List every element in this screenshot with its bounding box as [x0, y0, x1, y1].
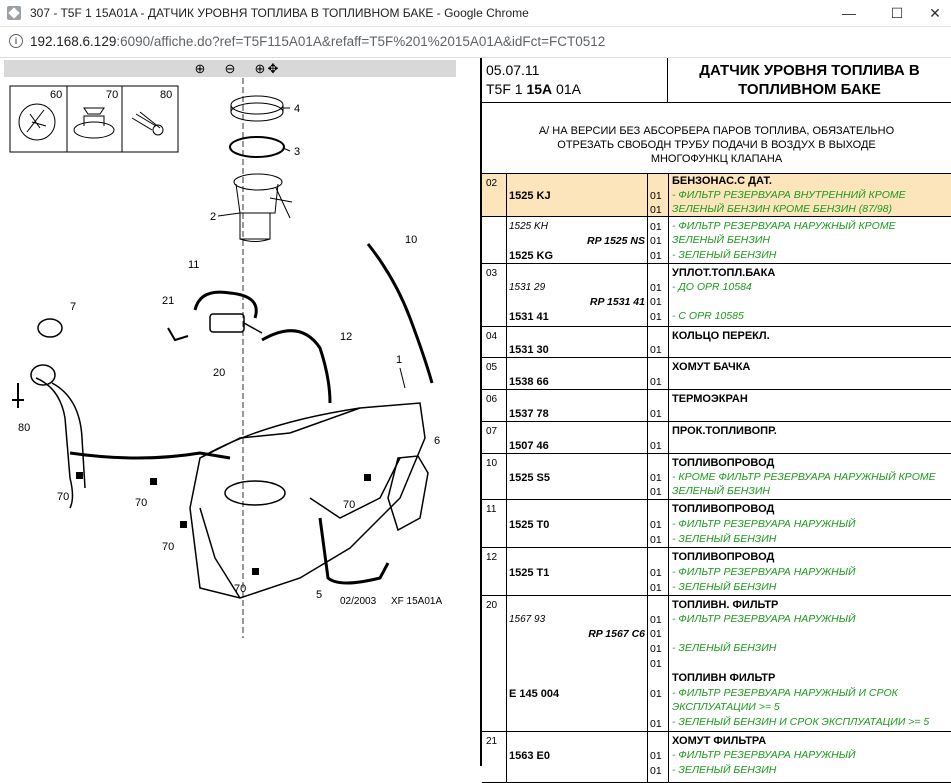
- part-condition: - ФИЛЬТР РЕЗЕРВУАРА НАРУЖНЫЙ: [672, 566, 856, 578]
- quantity-value: 01: [650, 221, 662, 233]
- table-row[interactable]: [482, 454, 951, 500]
- part-condition: ЗЕЛЕНЫЙ БЕНЗИН: [672, 234, 770, 246]
- cell-description: [669, 454, 951, 499]
- part-condition: - ЗЕЛЕНЫЙ БЕНЗИН: [672, 581, 777, 593]
- cell-description: [669, 264, 951, 326]
- cell-quantity: [648, 217, 669, 263]
- quantity-value: 01: [650, 311, 662, 323]
- cell-pos: [482, 390, 507, 421]
- cell-description: [669, 422, 951, 453]
- minimize-button[interactable]: —: [842, 5, 856, 21]
- cell-pos: [482, 500, 507, 547]
- table-row[interactable]: [482, 422, 951, 454]
- callout-80: 80: [18, 422, 31, 434]
- callout-80-box: 80: [160, 89, 173, 101]
- callout-3: 3: [294, 146, 301, 158]
- cell-reference: [507, 327, 648, 357]
- quantity-value: 01: [650, 376, 662, 388]
- cell-reference: [507, 174, 648, 216]
- cell-description: [669, 500, 951, 547]
- quantity-value: 01: [650, 567, 662, 579]
- seal-part: [230, 137, 284, 157]
- cell-pos: [482, 174, 507, 216]
- window-title: 307 - T5F 1 15A01A - ДАТЧИК УРОВНЯ ТОПЛИВА В ТОПЛИВНОМ БАКЕ - Google Chrome: [30, 6, 529, 20]
- filler-neck: [31, 319, 85, 508]
- strap-5: [320, 518, 388, 583]
- part-condition: - ФИЛЬТР РЕЗЕРВУАРА НАРУЖНЫЙ И СРОК: [672, 687, 898, 699]
- info-icon[interactable]: i: [9, 34, 23, 48]
- cell-description: [669, 217, 951, 263]
- zoom-out-icon[interactable]: ⊖: [224, 61, 236, 76]
- quantity-value: 01: [650, 440, 662, 452]
- quantity-value: 01: [650, 486, 662, 498]
- quantity-value: 01: [650, 534, 662, 546]
- code-a: T5F 1: [486, 81, 527, 97]
- quantity-value: 01: [650, 204, 662, 216]
- cell-reference: [507, 500, 648, 547]
- note-line-2: ОТРЕЗАТЬ СВОБОДН ТРУБУ ПОДАЧИ В ВОЗДУХ В ВЫХОДЕ: [557, 139, 876, 151]
- part-reference[interactable]: 1525 KH: [509, 221, 548, 232]
- url-text[interactable]: [30, 34, 605, 49]
- cell-pos: [482, 217, 507, 263]
- callout-70-e: 70: [234, 583, 247, 595]
- cell-quantity: [648, 264, 669, 326]
- quantity-value: 01: [650, 190, 662, 202]
- diagram-date: 02/2003: [340, 596, 377, 607]
- cell-quantity: [648, 422, 669, 453]
- part-name: БЕНЗОНАС.С ДАТ.: [672, 175, 772, 187]
- cell-reference: [507, 454, 648, 499]
- parts-box: [10, 86, 178, 152]
- cell-description: [669, 358, 951, 389]
- exploded-diagram[interactable]: [0, 78, 478, 766]
- address-bar[interactable]: [0, 27, 951, 58]
- position-number: 10: [486, 458, 498, 469]
- title-line-2: ТОПЛИВНОМ БАКЕ: [738, 81, 881, 98]
- quantity-value: 01: [650, 344, 662, 356]
- parts-panel: [482, 58, 951, 777]
- diagram-toolbar: [4, 60, 456, 77]
- fuel-tank: [190, 403, 425, 598]
- title-line-1: ДАТЧИК УРОВНЯ ТОПЛИВА В: [699, 62, 920, 79]
- zoom-in-icon[interactable]: ⊕: [194, 61, 206, 76]
- cell-reference: [507, 596, 648, 731]
- part-reference[interactable]: 1567 93: [509, 614, 546, 625]
- callout-70-box: 70: [106, 89, 119, 101]
- part-reference[interactable]: 1525 KJ: [509, 190, 551, 202]
- position-number: 05: [486, 362, 498, 373]
- callout-7: 7: [70, 301, 77, 313]
- callout-21: 21: [162, 295, 175, 307]
- quantity-value: 01: [650, 750, 662, 762]
- window-titlebar: [0, 0, 951, 27]
- callout-4: 4: [294, 103, 301, 115]
- table-row[interactable]: [482, 217, 951, 264]
- part-name: ТОПЛИВОПРОВОД: [672, 503, 775, 515]
- table-row[interactable]: [482, 500, 951, 548]
- callout-20: 20: [213, 367, 226, 379]
- cell-quantity: [648, 500, 669, 547]
- cell-quantity: [648, 454, 669, 499]
- cell-quantity: [648, 174, 669, 216]
- callout-70-c: 70: [162, 541, 175, 553]
- cell-description: [669, 390, 951, 421]
- hose-12: [262, 331, 330, 403]
- heat-shield: [388, 456, 428, 530]
- part-name: ПРОК.ТОПЛИВОПР.: [672, 425, 777, 437]
- cell-quantity: [648, 596, 669, 731]
- url-path: :6090/affiche.do?ref=T5F115A01A&refaff=T5F%201%2015A01A&idFct=FCT0512: [116, 34, 606, 49]
- header-code: [486, 81, 581, 97]
- part-reference[interactable]: RP 1525 NS: [587, 235, 645, 247]
- maximize-button[interactable]: ☐: [890, 4, 904, 21]
- part-reference[interactable]: 1525 S5: [509, 472, 550, 484]
- callout-60: 60: [50, 89, 63, 101]
- chrome-app-icon: [7, 6, 21, 20]
- part-name: ТЕРМОЭКРАН: [672, 393, 748, 405]
- callout-70-b: 70: [135, 497, 148, 509]
- quantity-value: 01: [650, 296, 662, 308]
- table-row[interactable]: [482, 358, 951, 390]
- cell-pos: [482, 732, 507, 782]
- part-condition: - КРОМЕ ФИЛЬТР РЕЗЕРВУАРА НАРУЖНЫЙ КРОМЕ: [672, 471, 936, 483]
- quantity-value: 01: [650, 408, 662, 420]
- code-c: 01A: [552, 81, 581, 97]
- cell-pos: [482, 422, 507, 453]
- table-row[interactable]: [482, 327, 951, 358]
- cell-quantity: [648, 548, 669, 595]
- cell-reference: [507, 217, 648, 263]
- cell-pos: [482, 264, 507, 326]
- part-condition: - ЗЕЛЕНЫЙ БЕНЗИН: [672, 764, 777, 776]
- part-reference[interactable]: 1531 29: [509, 282, 546, 293]
- cell-reference: [507, 264, 648, 326]
- parts-table: [482, 173, 951, 783]
- quantity-value: 01: [650, 688, 662, 700]
- quantity-value: 01: [650, 658, 662, 670]
- callout-5: 5: [316, 589, 323, 601]
- part-condition: - ФИЛЬТР РЕЗЕРВУАРА НАРУЖНЫЙ: [672, 518, 856, 530]
- ring-part: [231, 96, 283, 121]
- table-row[interactable]: [482, 596, 951, 732]
- quantity-value: 01: [650, 472, 662, 484]
- quantity-value: 01: [650, 250, 662, 262]
- cell-reference: [507, 390, 648, 421]
- move-icon[interactable]: ✥: [267, 61, 279, 76]
- quantity-value: 01: [650, 519, 662, 531]
- part-reference[interactable]: 1525 KG: [509, 250, 554, 262]
- note-text: [482, 124, 951, 166]
- parts-header: [482, 58, 951, 103]
- part-name: ХОМУТ ФИЛЬТРА: [672, 735, 767, 747]
- quantity-value: 01: [650, 582, 662, 594]
- cell-pos: [482, 548, 507, 595]
- cell-reference: [507, 548, 648, 595]
- callout-2: 2: [210, 211, 217, 223]
- cell-reference: [507, 422, 648, 453]
- part-condition: - ДО OPR 10584: [672, 281, 752, 293]
- callout-12: 12: [340, 331, 353, 343]
- part-reference[interactable]: 1563 E0: [509, 750, 550, 762]
- part-condition: - ФИЛЬТР РЕЗЕРВУАРА НАРУЖНЫЙ: [672, 749, 856, 761]
- part-condition: ЗЕЛЕНЫЙ БЕНЗИН КРОМЕ БЕНЗИН (87/98): [672, 203, 893, 215]
- part-condition: - ЗЕЛЕНЫЙ БЕНЗИН: [672, 533, 777, 545]
- cell-quantity: [648, 327, 669, 357]
- position-number: 06: [486, 394, 498, 405]
- part-name: КОЛЬЦО ПЕРЕКЛ.: [672, 330, 770, 342]
- position-number: 07: [486, 426, 498, 437]
- cell-pos: [482, 454, 507, 499]
- header-date: 05.07.11: [486, 62, 540, 78]
- part-condition: - ФИЛЬТР РЕЗЕРВУАРА НАРУЖНЫЙ КРОМЕ: [672, 220, 896, 232]
- quantity-value: 01: [650, 614, 662, 626]
- part-condition: ЭКСПЛУАТАЦИИ >= 5: [672, 701, 780, 713]
- cell-description: [669, 327, 951, 357]
- cell-reference: [507, 358, 648, 389]
- position-number: 12: [486, 552, 498, 563]
- quantity-value: 01: [650, 718, 662, 730]
- callout-70-a: 70: [57, 491, 70, 503]
- part-reference[interactable]: 1538 66: [509, 376, 549, 388]
- table-row[interactable]: [482, 548, 951, 596]
- part-reference[interactable]: 1537 78: [509, 408, 549, 420]
- part-reference[interactable]: 1531 41: [509, 311, 549, 323]
- part-condition: - ФИЛЬТР РЕЗЕРВУАРА ВНУТРЕННИЙ КРОМЕ: [672, 189, 906, 201]
- part-condition: - ЗЕЛЕНЫЙ БЕНЗИН И СРОК ЭКСПЛУАТАЦИИ >= 5: [672, 716, 930, 728]
- cell-quantity: [648, 732, 669, 782]
- cell-pos: [482, 327, 507, 357]
- note-line-3: МНОГОФУНКЦ КЛАПАНА: [650, 153, 783, 165]
- part-reference[interactable]: 1525 T0: [509, 519, 550, 531]
- diagram-panel: [0, 58, 482, 766]
- clip-21: [168, 328, 188, 340]
- callout-11: 11: [188, 259, 200, 271]
- part-name: ТОПЛИВН ФИЛЬТР: [672, 672, 776, 684]
- part-reference[interactable]: 1525 T1: [509, 567, 550, 579]
- position-number: 20: [486, 600, 498, 611]
- url-host: 192.168.6.129: [30, 34, 117, 49]
- cell-description: [669, 596, 951, 731]
- position-number: 21: [486, 736, 498, 747]
- cell-quantity: [648, 358, 669, 389]
- table-row[interactable]: [482, 732, 951, 783]
- quantity-value: 01: [650, 643, 662, 655]
- callout-1: 1: [396, 354, 403, 366]
- callout-6: 6: [434, 435, 441, 447]
- part-condition: - ЗЕЛЕНЫЙ БЕНЗИН: [672, 642, 777, 654]
- position-number: 04: [486, 331, 498, 342]
- part-reference[interactable]: 1531 30: [509, 344, 549, 356]
- part-name: УПЛОТ.ТОПЛ.БАКА: [672, 267, 776, 279]
- code-b: 15A: [526, 81, 553, 97]
- position-number: 11: [486, 504, 497, 515]
- diagram-code: XF 15A01A: [391, 596, 443, 607]
- callout-10: 10: [405, 234, 418, 246]
- part-name: ТОПЛИВОПРОВОД: [672, 457, 775, 469]
- quantity-value: 01: [650, 282, 662, 294]
- quantity-value: 01: [650, 235, 662, 247]
- table-row[interactable]: [482, 174, 951, 217]
- part-condition: - С OPR 10585: [672, 310, 744, 322]
- cell-pos: [482, 358, 507, 389]
- cell-reference: [507, 732, 648, 782]
- part-condition: - ЗЕЛЕНЫЙ БЕНЗИН: [672, 249, 777, 261]
- part-condition: ЗЕЛЕНЫЙ БЕНЗИН: [672, 485, 770, 497]
- cell-description: [669, 174, 951, 216]
- part-name: ХОМУТ БАЧКА: [672, 361, 751, 373]
- quantity-value: 01: [650, 628, 662, 640]
- callout-70-d: 70: [343, 499, 356, 511]
- cell-description: [669, 732, 951, 782]
- close-button[interactable]: ✕: [929, 4, 941, 21]
- zoom-in-icon-2[interactable]: ⊕: [254, 61, 266, 76]
- table-row[interactable]: [482, 264, 951, 327]
- part-reference[interactable]: RP 1567 C6: [588, 628, 645, 640]
- page-title: [672, 61, 947, 99]
- part-reference[interactable]: RP 1531 41: [589, 296, 645, 308]
- part-name: ТОПЛИВОПРОВОД: [672, 551, 775, 563]
- position-number: 02: [486, 178, 498, 189]
- cell-description: [669, 548, 951, 595]
- note-line-1: А/ НА ВЕРСИИ БЕЗ АБСОРБЕРА ПАРОВ ТОПЛИВА, ОБЯЗАТЕЛЬНО: [538, 125, 895, 137]
- header-separator: [667, 58, 668, 102]
- table-row[interactable]: [482, 390, 951, 422]
- position-number: 03: [486, 268, 498, 279]
- part-reference[interactable]: 1507 46: [509, 440, 549, 452]
- part-name: ТОПЛИВН. ФИЛЬТР: [672, 599, 779, 611]
- cell-pos: [482, 596, 507, 731]
- quantity-value: 01: [650, 765, 662, 777]
- part-condition: - ФИЛЬТР РЕЗЕРВУАРА НАРУЖНЫЙ: [672, 613, 856, 625]
- cell-quantity: [648, 390, 669, 421]
- part-reference[interactable]: E 145 004: [509, 688, 560, 700]
